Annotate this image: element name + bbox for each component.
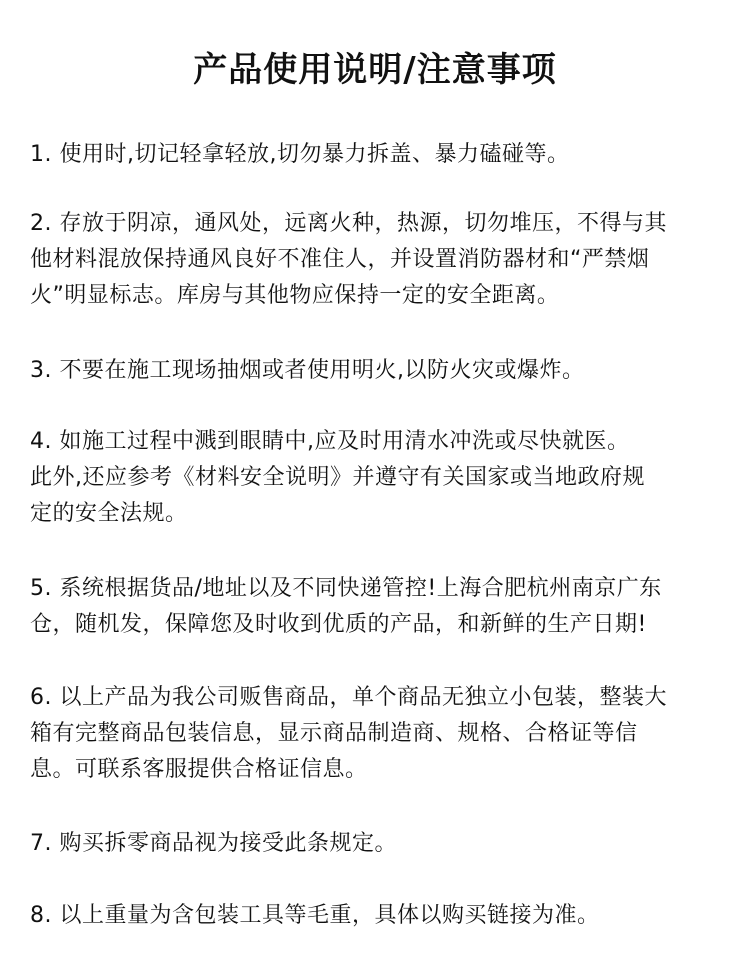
notice-item-2 [30, 206, 720, 314]
notice-line: 定的安全法规。 [30, 501, 188, 526]
notice-line: 火”明显标志。库房与其他物应保持一定的安全距离。 [30, 283, 560, 308]
notice-item-5 [30, 571, 720, 643]
notice-line: 3. 不要在施工现场抽烟或者使用明火,以防火灾或爆炸。 [30, 358, 585, 383]
notice-line: 箱有完整商品包装信息，显示商品制造商、规格、合格证等信 [30, 721, 638, 746]
notice-item-3 [30, 353, 720, 389]
notice-item-1 [30, 137, 720, 173]
page-title: 产品使用说明/注意事项 [193, 50, 557, 90]
notice-line: 5. 系统根据货品/地址以及不同快递管控!上海合肥杭州南京广东 [30, 576, 662, 601]
notice-line: 7. 购买拆零商品视为接受此条规定。 [30, 831, 397, 856]
notice-item-8 [30, 898, 720, 934]
notice-line: 他材料混放保持通风良好不准住人，并设置消防器材和“严禁烟 [30, 247, 650, 272]
notice-item-4 [30, 424, 720, 532]
notice-line: 6. 以上产品为我公司贩售商品，单个商品无独立小包装，整装大 [30, 685, 667, 710]
notice-line: 此外,还应参考《材料安全说明》并遵守有关国家或当地政府规 [30, 465, 645, 490]
notice-line: 息。可联系客服提供合格证信息。 [30, 757, 368, 782]
notice-line: 2. 存放于阴凉，通风处，远离火种，热源，切勿堆压，不得与其 [30, 211, 667, 236]
notice-line: 8. 以上重量为含包装工具等毛重，具体以购买链接为准。 [30, 903, 600, 928]
notice-line: 1. 使用时,切记轻拿轻放,切勿暴力拆盖、暴力磕碰等。 [30, 142, 570, 167]
notice-item-6 [30, 680, 720, 788]
notice-line: 仓，随机发，保障您及时收到优质的产品，和新鲜的生产日期! [30, 612, 647, 637]
notice-item-7 [30, 826, 720, 862]
notice-line: 4. 如施工过程中溅到眼睛中,应及时用清水冲洗或尽快就医。 [30, 429, 630, 454]
